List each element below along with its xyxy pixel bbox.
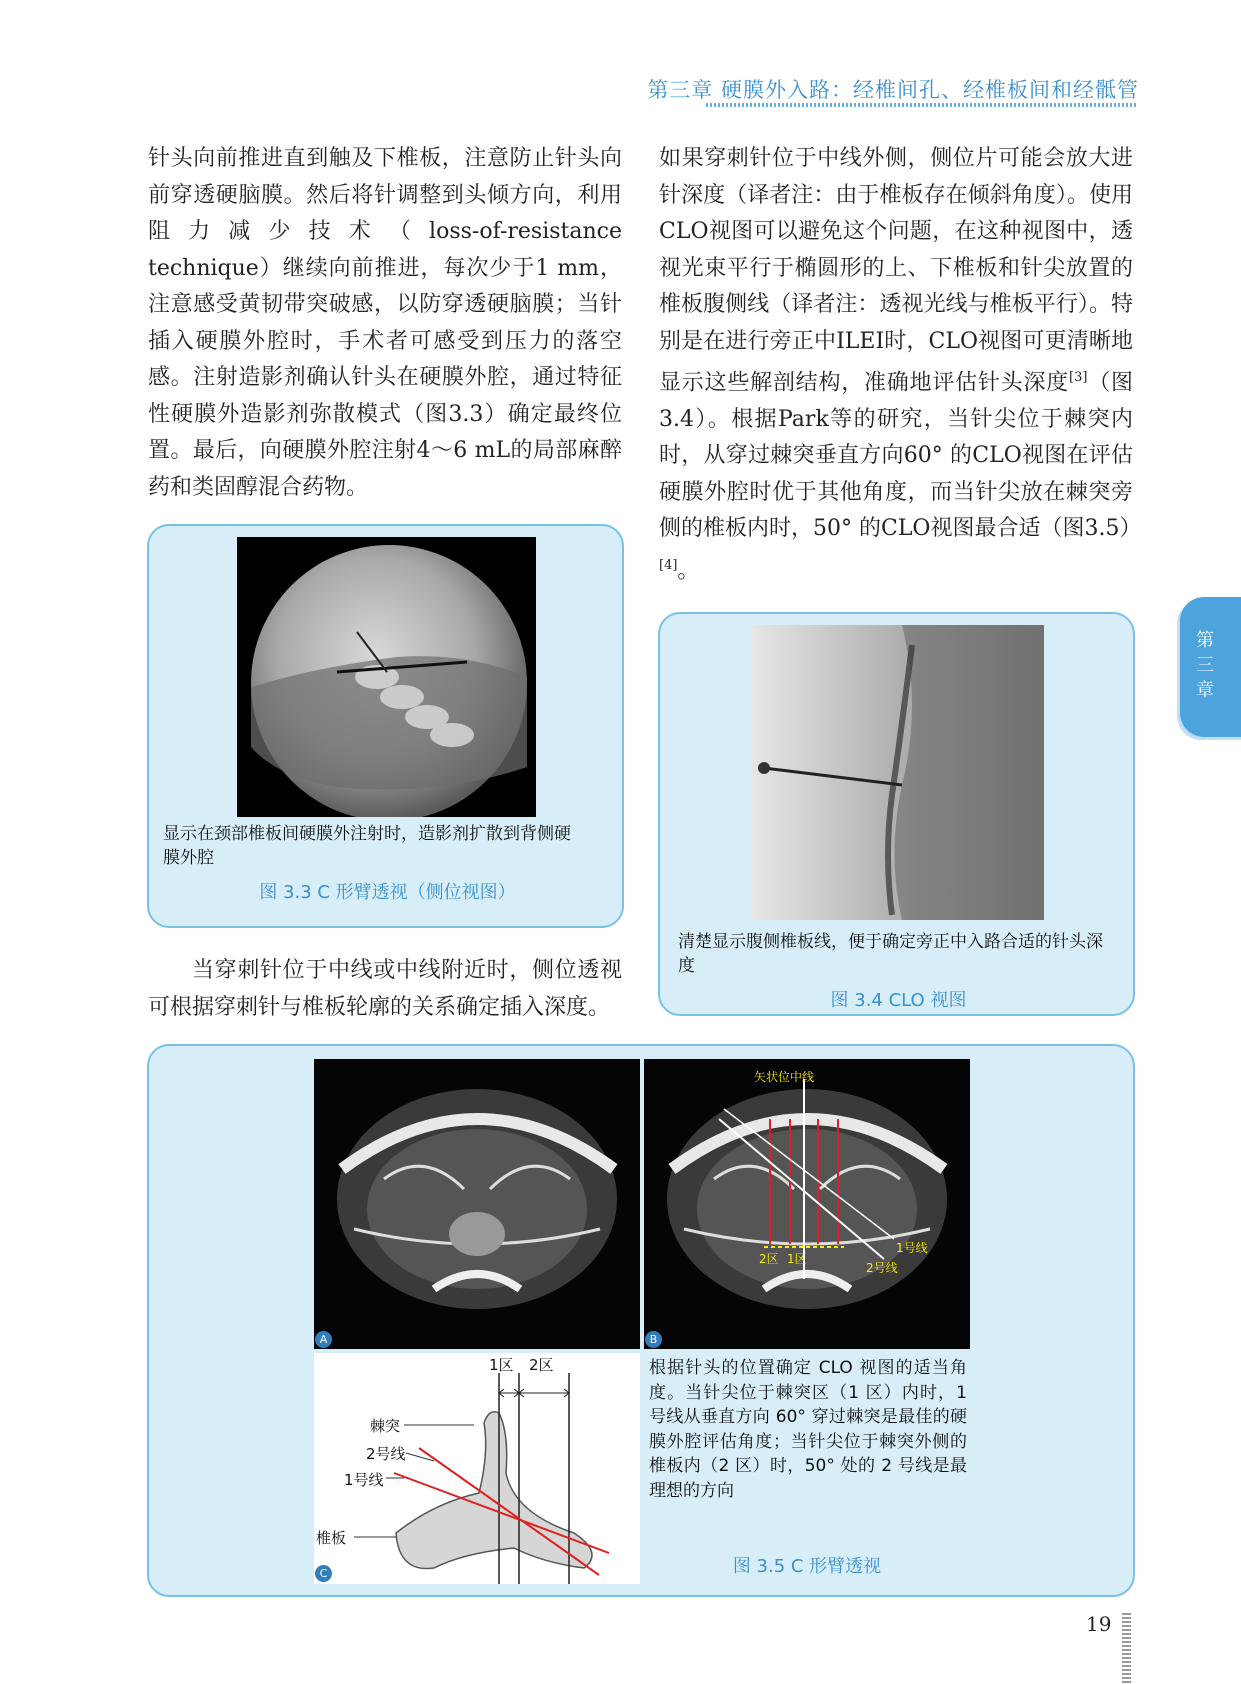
paragraph-text: 。 <box>677 558 700 584</box>
paragraph-text: （图3.4）。根据Park等的研究，当针尖位于棘突内时，从穿过棘突垂直方向60° 的CLO视图在评估硬膜外腔时优于其他角度，而当针尖放在棘突旁侧的椎板内时，50° 的CLO视图最合适（图3.5） <box>659 370 1142 542</box>
label-zone-1-top: 1区 <box>489 1356 514 1374</box>
label-zone-2: 2区 <box>759 1252 779 1266</box>
figure-3-4-title: 图 3.4 CLO 视图 <box>830 990 967 1011</box>
body-paragraph-left-2: 当穿刺针位于中线或中线附近时，侧位透视可根据穿刺针与椎板轮廓的关系确定插入深度。 <box>148 958 622 1020</box>
paragraph-text: 如果穿刺针位于中线外侧，侧位片可能会放大进针深度（译者注：由于椎板存在倾斜角度）。使用CLO视图可以避免这个问题，在这种视图中，透视光束平行于椭圆形的上、下椎板和针尖放置的椎板腹侧线（译者注：透视光线与椎板平行）。特别是在进行旁正中ILEI时，CLO视图可更清晰地显示这些解剖结构，准确地评估针头深度 <box>659 146 1133 396</box>
label-line-2: 2号线 <box>866 1261 898 1275</box>
label-zone-2-top: 2区 <box>529 1356 554 1374</box>
page-number: 19 <box>1086 1612 1112 1636</box>
panel-label-b: B <box>645 1331 662 1348</box>
fluoroscopy-lateral-image <box>237 537 536 817</box>
panel-label-a: A <box>315 1331 332 1348</box>
fluoroscopy-clo-image <box>752 625 1044 920</box>
xray-graphic <box>237 537 536 817</box>
label-lamina: 椎板 <box>316 1529 347 1547</box>
body-paragraph-right-1 <box>659 141 1142 590</box>
body-paragraph-left-1: 针头向前推进直到触及下椎板，注意防止针头向前穿透硬脑膜。然后将针调整到头倾方向，利用阻力减少技术（loss-of-resistance technique）继续向前推进，每次少于1 mm，注意感受黄韧带突破感，以防穿透硬脑膜；当针插入硬膜外腔时，手术者可感受到压力的落空感。注射造影剂确认针头在硬膜外腔，通过特征性硬膜外造影剂弥散模式（图3.3）确定最终位置。最后，向硬膜外腔注射4～6 mL的局部麻醉药和类固醇混合药物。 <box>148 146 622 500</box>
figure-3-5-box <box>147 1044 1135 1597</box>
figure-3-3-title: 图 3.3 C 形臂透视（侧位视图） <box>259 882 516 903</box>
header-rule <box>706 103 1138 107</box>
label-line-1-c: 1号线 <box>344 1471 384 1489</box>
mri-graphic-annotated <box>644 1059 970 1349</box>
panel-label-c: C <box>315 1565 332 1582</box>
chapter-header-title: 第三章 硬膜外入路：经椎间孔、经椎板间和经骶管 <box>647 78 1139 102</box>
figure-3-4-box <box>658 612 1135 1016</box>
figure-3-3-caption: 显示在颈部椎板间硬膜外注射时，造影剂扩散到背侧硬膜外腔 <box>163 824 571 868</box>
label-line-1: 1号线 <box>896 1241 928 1255</box>
label-sagittal-midline: 矢状位中线 <box>754 1070 815 1084</box>
mri-axial-image-a <box>314 1059 640 1349</box>
xray-graphic <box>752 625 1044 920</box>
label-zone-1: 1区 <box>787 1252 807 1266</box>
figure-3-4-caption: 清楚显示腹侧椎板线，便于确定旁正中入路合适的针头深度 <box>678 932 1103 976</box>
schematic-diagram-c <box>314 1353 640 1584</box>
page-edge-ticks <box>1122 1613 1131 1684</box>
mri-axial-image-b <box>644 1059 970 1349</box>
reference-marker: [3] <box>1069 370 1088 385</box>
reference-marker: [4] <box>659 557 678 573</box>
label-spinous-process: 棘突 <box>370 1417 401 1435</box>
label-line-2-c: 2号线 <box>366 1445 406 1463</box>
figure-3-3-box <box>147 524 624 928</box>
mri-graphic <box>314 1059 640 1349</box>
chapter-side-tab-label: 第三章 <box>1196 630 1214 701</box>
figure-3-5-caption: 根据针头的位置确定 CLO 视图的适当角度。当针尖位于棘突区（1 区）内时，1 号线从垂直方向 60° 穿过棘突是最佳的硬膜外腔评估角度；当针尖位于棘突外侧的椎板内（2 区）时，50° 处的 2 号线是最理想的方向 <box>649 1358 967 1501</box>
figure-3-5-title: 图 3.5 C 形臂透视 <box>732 1556 882 1577</box>
